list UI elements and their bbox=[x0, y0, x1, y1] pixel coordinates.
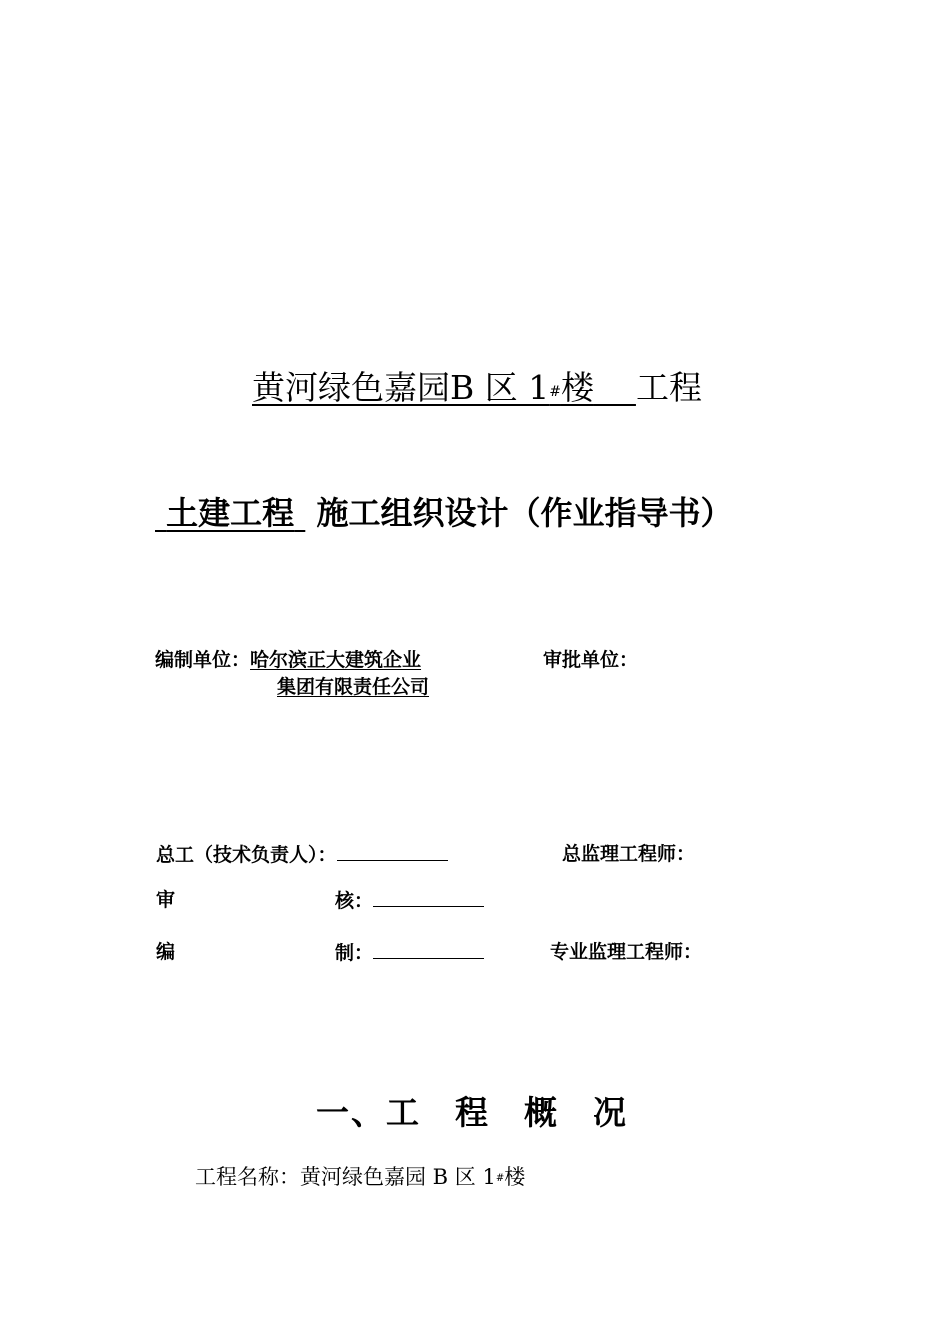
compiler-signature-line bbox=[373, 938, 484, 959]
heading-part-3: 概 bbox=[524, 1093, 559, 1132]
project-prefix: 黄河绿色嘉园 bbox=[252, 368, 450, 407]
project-name-suffix: 楼 bbox=[504, 1165, 526, 1189]
heading-part-1: 一、工 bbox=[316, 1093, 421, 1132]
compiler-label-char2: 制： bbox=[335, 942, 374, 964]
building-suffix: 楼 bbox=[560, 368, 594, 407]
project-name-paragraph bbox=[195, 1161, 525, 1193]
project-zone: B 区 1 bbox=[450, 368, 550, 407]
document-title-line2 bbox=[155, 489, 732, 537]
compiling-unit-label: 编制单位： bbox=[155, 649, 251, 671]
heading-part-2: 程 bbox=[455, 1093, 490, 1132]
approving-unit-row bbox=[543, 646, 638, 674]
section-heading bbox=[316, 1089, 628, 1137]
reviewer-label-char2: 核： bbox=[335, 890, 374, 912]
compiling-unit-row2 bbox=[277, 673, 429, 701]
reviewer-label-char1-wrap bbox=[156, 886, 175, 914]
compiler-label-char1: 编 bbox=[156, 941, 176, 963]
chief-engineer-row bbox=[156, 840, 448, 869]
project-name-mark: # bbox=[495, 1173, 505, 1184]
title-suffix: 工程 bbox=[635, 368, 702, 407]
compiling-unit-row bbox=[155, 646, 421, 674]
compiler-row bbox=[335, 938, 484, 967]
reviewer-signature-line bbox=[373, 886, 484, 907]
compiler-label-char1-wrap bbox=[156, 938, 175, 966]
reviewer-label-char1: 审 bbox=[156, 889, 176, 911]
reviewer-row bbox=[335, 886, 484, 915]
chief-supervisor-row bbox=[562, 840, 695, 868]
compiling-unit-value-line1: 哈尔滨正大建筑企业 bbox=[250, 649, 422, 671]
document-title-line1 bbox=[252, 364, 702, 412]
project-name-label: 工程名称： bbox=[195, 1165, 300, 1189]
approving-unit-label: 审批单位： bbox=[543, 649, 639, 671]
project-name-value: 黄河绿色嘉园 B 区 1 bbox=[300, 1165, 496, 1189]
chief-supervisor-label: 总监理工程师： bbox=[562, 843, 696, 865]
discipline: 土建工程 bbox=[166, 494, 295, 532]
chief-engineer-label: 总工（技术负责人）： bbox=[156, 844, 337, 866]
discipline-underlined bbox=[155, 494, 305, 532]
compiling-unit-value-line2: 集团有限责任公司 bbox=[277, 676, 430, 698]
doc-type: 施工组织设计（作业指导书） bbox=[316, 494, 733, 532]
chief-engineer-signature-line bbox=[337, 840, 448, 861]
specialty-supervisor-label: 专业监理工程师： bbox=[550, 941, 703, 963]
specialty-supervisor-row bbox=[550, 938, 702, 966]
project-name-underlined bbox=[252, 368, 636, 407]
heading-part-4: 况 bbox=[593, 1093, 628, 1132]
building-mark: # bbox=[549, 384, 561, 400]
